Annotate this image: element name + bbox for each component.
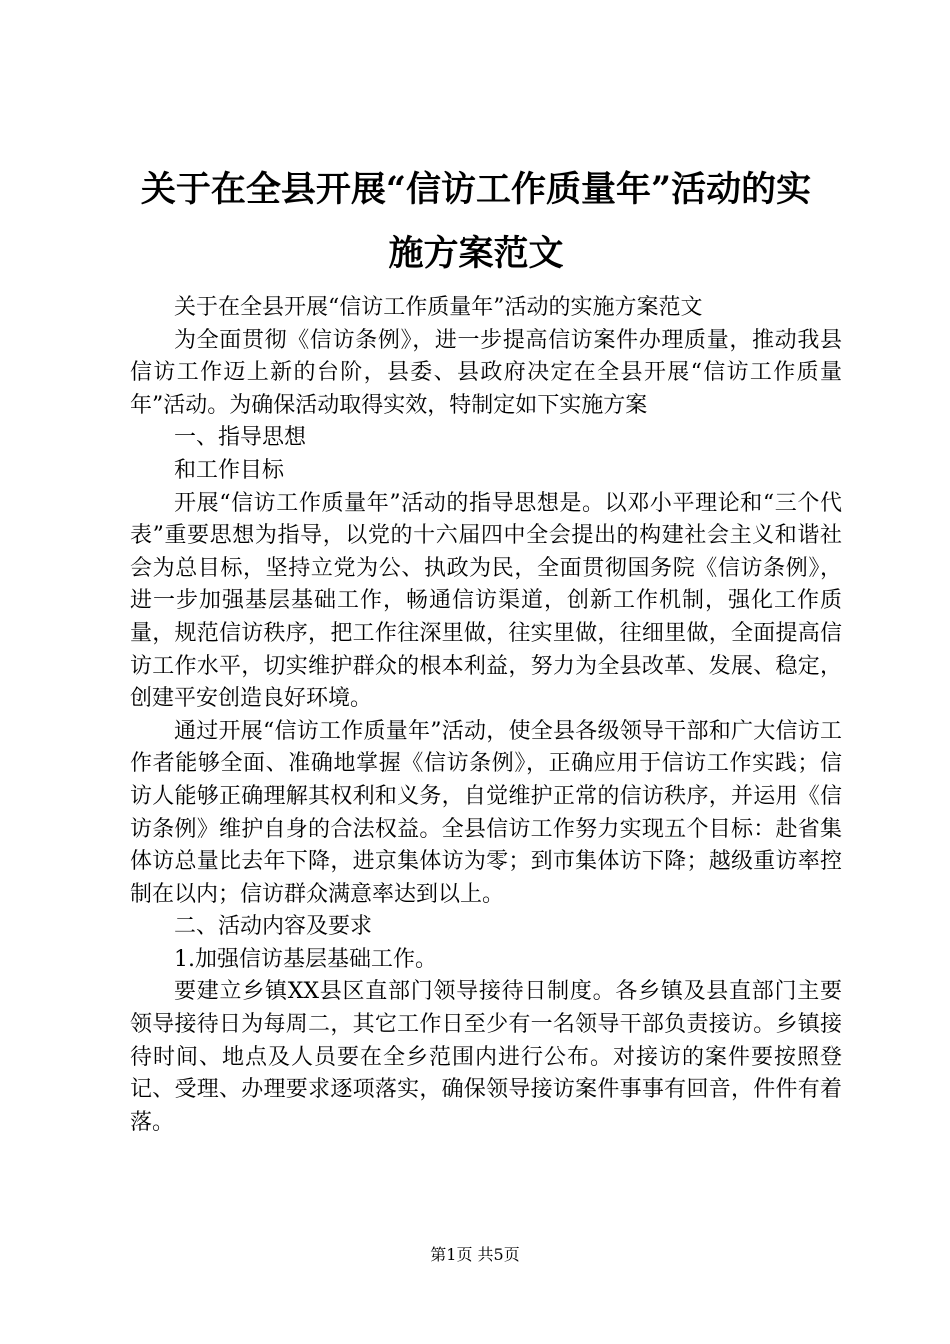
reception-day-paragraph: 要建立乡镇XX县区直部门领导接待日制度。各乡镇及县直部门主要领导接待日为每周二，其它工作日至少有一名领导干部负责接访。乡镇接待时间、地点及人员要在全乡范围内进行公布。对接访的案件要按照登记、受理、办理要求逐项落实，确保领导接访案件事事有回音，件件有着落。 xyxy=(130,979,842,1135)
goals-paragraph: 通过开展“信访工作质量年”活动，使全县各级领导干部和广大信访工作者能够全面、准确地掌握《信访条例》，正确应用于信访工作实践；信访人能够正确理解其权利和义务，自觉维护正常的信访秩序，并运用《信访条例》维护自身的合法权益。全县信访工作努力实现五个目标：赴省集体访总量比去年下降，进京集体访为零；到市集体访下降；越级重访率控制在以内；信访群众满意率达到以上。 xyxy=(130,718,842,907)
title-line-1: 关于在全县开展“信访工作质量年”活动的实 xyxy=(140,169,812,210)
page-footer xyxy=(0,1244,950,1266)
title-line-2: 施方案范文 xyxy=(388,233,564,274)
guiding-thought-paragraph: 开展“信访工作质量年”活动的指导思想是。以邓小平理论和“三个代表”重要思想为指导，以党的十六届四中全会提出的构建社会主义和谐社会为总目标，坚持立党为公、执政为民，全面贯彻国务院《信访条例》，进一步加强基层基础工作，畅通信访渠道，创新工作机制，强化工作质量，规范信访秩序，把工作往深里做，往实里做，往细里做，全面提高信访工作水平，切实维护群众的根本利益，努力为全县改革、发展、稳定，创建平安创造良好环境。 xyxy=(130,490,842,712)
page-indicator: 第1页 共5页 xyxy=(430,1245,520,1264)
section-heading-2: 二、活动内容及要求 xyxy=(174,914,373,940)
section-heading-1-cont: 和工作目标 xyxy=(174,457,285,483)
document-body xyxy=(130,292,842,1139)
section-heading-1: 一、指导思想 xyxy=(174,425,307,451)
item-heading-1: 1.加强信访基层基础工作。 xyxy=(174,946,437,972)
subtitle-paragraph: 关于在全县开展“信访工作质量年”活动的实施方案范文 xyxy=(174,295,703,320)
document-title xyxy=(120,158,832,286)
intro-paragraph: 为全面贯彻《信访条例》，进一步提高信访案件办理质量，推动我县信访工作迈上新的台阶，县委、县政府决定在全县开展“信访工作质量年”活动。为确保活动取得实效，特制定如下实施方案 xyxy=(130,327,842,418)
